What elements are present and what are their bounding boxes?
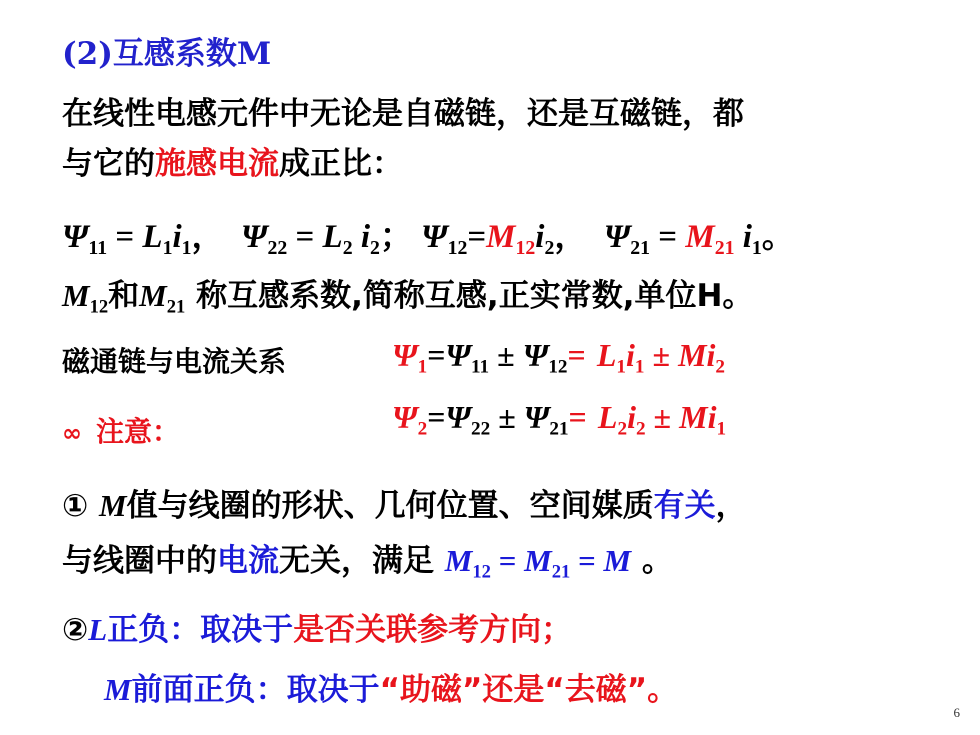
bullet-1-line-1: ① M值与线圈的形状、几何位置、空间媒质有关， <box>62 488 747 524</box>
flux-equation-2: $\Psi_2=\Psi_{22} \pm \Psi_{21}= L_2i_2 \pm Mi_1$ <box>392 399 727 440</box>
infinity-icon: ∞ <box>62 419 82 447</box>
intro-line-2: 与它的施感电流成正比： <box>62 146 403 182</box>
mutual-inductance-definition: $M_{12}$和$M_{21}$ 称互感系数,简称互感,正实常数,单位H。 <box>62 278 754 318</box>
highlight-inducing-current: 施感电流 <box>155 146 279 182</box>
flux-current-label: 磁通链与电流关系 <box>62 345 287 378</box>
bullet-1-line-2: 与线圈中的电流无关，满足 $M_{12} = M_{21} = M$ 。 <box>62 543 673 583</box>
bullet-2: ②L正负：取决于是否关联参考方向； <box>62 612 573 648</box>
flux-equation-1: $\Psi_1=\Psi_{11} \pm \Psi_{12}= L_1i_1 \pm Mi_2$ <box>392 337 725 378</box>
linkage-equations: $\Psi_{11} = L_1i_1$， $\Psi_{22} = L_2$ $i_2$； $\Psi_{12}=M_{12}i_2$， $\Psi_{21} = M_{21}$ $i_1$。 <box>62 216 795 259</box>
bullet-3: M前面正负：取决于“助磁”还是“去磁”。 <box>104 672 679 708</box>
page-number: 6 <box>953 705 960 720</box>
intro-line-1: 在线性电感元件中无论是自磁链，还是互磁链，都 <box>62 96 744 132</box>
note-label: ∞ 注意： <box>62 415 181 448</box>
section-title: (2)互感系数M <box>62 36 272 72</box>
